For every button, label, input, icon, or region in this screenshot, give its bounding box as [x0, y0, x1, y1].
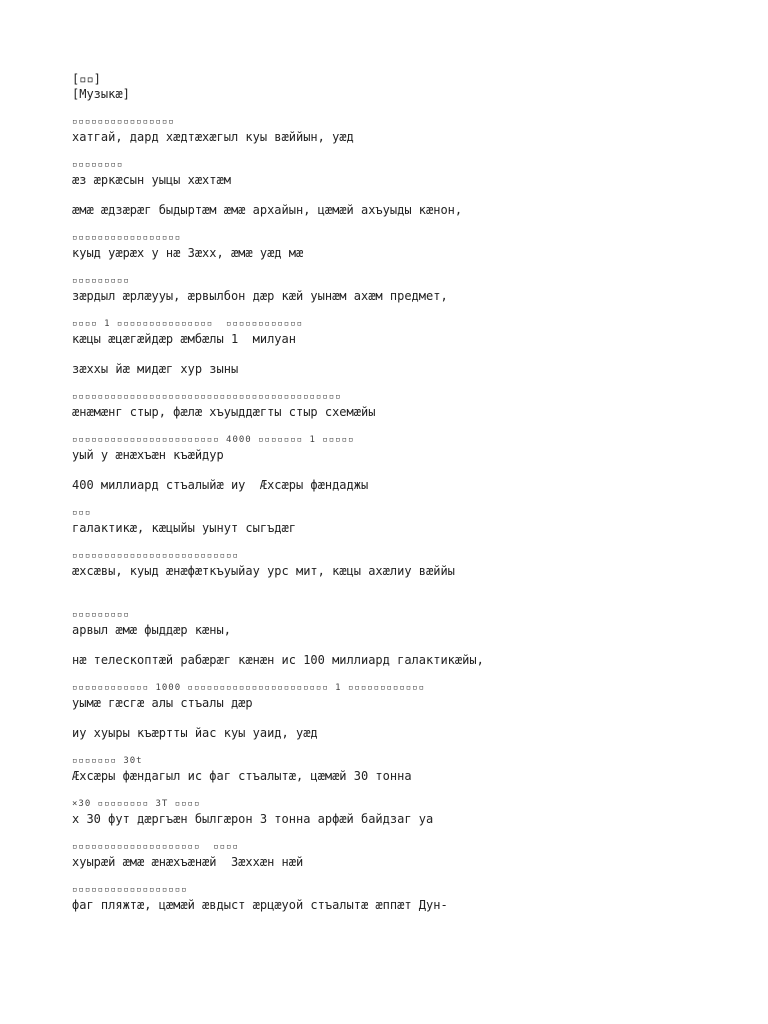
subtitle-block: [72, 550, 732, 579]
translated-line: зæрдыл æрлæууы, æрвылбон дæр кæй уынæм ахæм предмет,: [72, 289, 448, 303]
original-line: ▫▫▫▫ 1 ▫▫▫▫▫▫▫▫▫▫▫▫▫▫▫ ▫▫▫▫▫▫▫▫▫▫▫▫: [72, 319, 304, 329]
subtitle-block: [72, 159, 732, 188]
translated-line: Æхсæры фæндагыл ис фаг стъалытæ, цæмæй 30 тонна: [72, 769, 412, 783]
translated-line: æз æркæсын уыцы хæхтæм: [72, 173, 231, 187]
original-line: ▫▫▫: [72, 508, 92, 518]
original-line: ▫▫▫▫▫▫▫▫: [72, 160, 124, 170]
subtitle-block: [72, 682, 732, 711]
subtitle-block: [72, 725, 732, 741]
translated-line: уымæ гæсгæ алы стъалы дæр: [72, 696, 253, 710]
original-line: ▫▫▫▫▫▫▫▫▫▫▫▫▫▫▫▫▫▫▫▫▫▫▫ 4000 ▫▫▫▫▫▫▫ 1 ▫▫▫▫▫: [72, 435, 355, 445]
translated-line: нæ телескоптæй рабæрæг кæнæн ис 100 миллиард галактикæйы,: [72, 653, 484, 667]
original-line: ▫▫▫▫▫▫▫▫▫▫▫▫▫▫▫▫▫: [72, 233, 182, 243]
subtitle-block: [72, 318, 732, 347]
translated-line: хуырæй æмæ æнæхъæнæй Зæххæн нæй: [72, 855, 304, 869]
subtitle-block: [72, 361, 732, 377]
translated-line: æхсæвы, куыд æнæфæткъуыйау урс мит, кæцы ахæлиу вæййы: [72, 564, 455, 578]
translated-line: фаг пляжтæ, цæмæй æвдыст æрцæуой стъалытæ æппæт Дун-: [72, 898, 448, 912]
translated-line: 400 миллиард стъалыйæ иу Æхсæры фæндаджы: [72, 478, 369, 492]
subtitle-list: [72, 116, 732, 913]
translated-line: æмæ æдзæрæг быдыртæм æмæ архайын, цæмæй ахъуыды кæнон,: [72, 203, 463, 217]
subtitle-block: [72, 275, 732, 304]
subtitle-block: [72, 841, 732, 870]
subtitle-block: [72, 609, 732, 638]
translated-line: иу хуыры къæртты йас куы уаид, уæд: [72, 726, 318, 740]
original-line: ▫▫▫▫▫▫▫▫▫▫▫▫▫▫▫▫▫▫▫▫ ▫▫▫▫: [72, 842, 239, 852]
translated-line: кæцы æцæгæйдæр æмбæлы 1 милуан: [72, 332, 296, 346]
subtitle-block: [72, 232, 732, 261]
subtitle-block: [72, 798, 732, 827]
original-line: ▫▫▫▫▫▫▫▫▫▫▫▫ 1000 ▫▫▫▫▫▫▫▫▫▫▫▫▫▫▫▫▫▫▫▫▫▫ 1 ▫▫▫▫▫▫▫▫▫▫▫▫: [72, 683, 426, 693]
translated-line: хатгай, дард хæдтæхæгыл куы вæййын, уæд: [72, 130, 354, 144]
subtitle-block: [72, 202, 732, 218]
original-line: ▫▫▫▫▫▫▫▫▫: [72, 610, 130, 620]
translated-line: куыд уæрæх у нæ Зæхх, æмæ уæд мæ: [72, 246, 304, 260]
translated-line: æнæмæнг стыр, фæлæ хъуыддæгты стыр схемæйы: [72, 405, 376, 419]
header-tag-music: [Музыкæ]: [72, 87, 130, 101]
original-line: ×30 ▫▫▫▫▫▫▫▫ 3T ▫▫▫▫: [72, 799, 201, 809]
header-tag-original: [▫▫]: [72, 72, 101, 86]
original-line: ▫▫▫▫▫▫▫▫▫▫▫▫▫▫▫▫▫▫▫▫▫▫▫▫▫▫: [72, 551, 239, 561]
original-line: ▫▫▫▫▫▫▫ 30t: [72, 756, 143, 766]
subtitle-block: [72, 434, 732, 463]
translated-line: галактикæ, кæцыйы уынут сыгъдæг: [72, 521, 296, 535]
translated-line: x 30 фут дæргъæн былгæрон 3 тонна арфæй байдзаг уа: [72, 812, 434, 826]
translated-line: зæххы йæ мидæг хур зыны: [72, 362, 239, 376]
subtitle-block: [72, 755, 732, 784]
document-page: [72, 72, 732, 913]
subtitle-block: [72, 884, 732, 913]
subtitle-block: [72, 507, 732, 536]
subtitle-block: [72, 652, 732, 668]
original-line: ▫▫▫▫▫▫▫▫▫▫▫▫▫▫▫▫: [72, 117, 175, 127]
translated-line: уый у æнæхъæн къæйдур: [72, 448, 224, 462]
translated-line: арвыл æмæ фыддæр кæны,: [72, 623, 231, 637]
original-line: ▫▫▫▫▫▫▫▫▫: [72, 276, 130, 286]
subtitle-block: [72, 391, 732, 420]
subtitle-block: [72, 477, 732, 493]
original-line: ▫▫▫▫▫▫▫▫▫▫▫▫▫▫▫▫▫▫▫▫▫▫▫▫▫▫▫▫▫▫▫▫▫▫▫▫▫▫▫▫▫▫: [72, 392, 342, 402]
original-line: ▫▫▫▫▫▫▫▫▫▫▫▫▫▫▫▫▫▫: [72, 885, 188, 895]
subtitle-block: [72, 116, 732, 145]
